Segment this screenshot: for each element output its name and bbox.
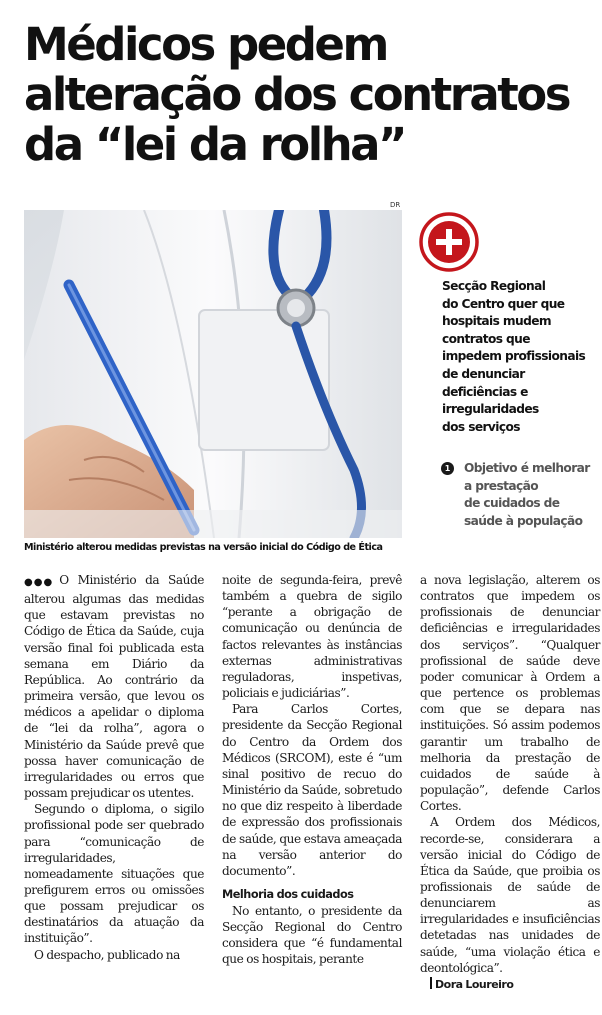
photo-caption: Ministério alterou medidas previstas na versão inicial do Código de Ética [24, 542, 383, 553]
point-number-badge: 1 [441, 462, 454, 475]
point-text [464, 460, 596, 530]
article-paragraph: O despacho, publicado na [34, 947, 180, 962]
sidebar-line: de denunciar [442, 366, 525, 381]
byline [420, 976, 600, 993]
point-line: saúde à população [464, 513, 583, 528]
doctor-photo-illustration [24, 210, 402, 538]
sidebar-line: dos serviços [442, 419, 520, 434]
sidebar-line: irregularidades [442, 402, 539, 417]
sidebar-summary [442, 278, 592, 436]
headline-line-1: Médicos pedem [24, 18, 387, 71]
byline-bar [430, 977, 432, 989]
article-subheading: Melhoria dos cuidados [222, 887, 354, 901]
sidebar-line: impedem profissionais [442, 349, 586, 364]
headline [24, 20, 584, 170]
byline-author: Dora Loureiro [435, 977, 514, 991]
article-paragraph: noite de segunda-feira, prevê também a quebra de sigilo “perante a obrigação de comunicação ou denúncia de factos relevantes às instâncias externas administrativas reguladoras, inspetivas, policiais e judiciárias”. [222, 573, 402, 701]
three-dots-icon: ●●● [24, 577, 54, 588]
point-line: Objetivo é melhorar [464, 461, 590, 475]
sidebar-line: do Centro quer que [442, 296, 565, 311]
sidebar-line: hospitais mudem [442, 314, 551, 329]
article-column-1 [24, 572, 204, 963]
sidebar-line: deficiências e [442, 384, 528, 399]
point-line: a prestação [464, 478, 538, 493]
article-paragraph: Para Carlos Cortes, presidente da Secção Regional do Centro da Ordem dos Médicos (SRCOM), este é “um sinal positivo de recuo do Ministério da Saúde, sobretudo no que diz respeito à liberdade de expressão dos profissionais de saúde, que estava ameaçada na versão anterior do documento”. [222, 702, 402, 878]
article-paragraph: A Ordem dos Médicos, recorde-se, considerara a versão inicial do Código de Ética da Saúde, que proibia os profissionais de saúde de denunciarem as irregularidades e insuficiências detetadas nas unidades de saúde, “uma violação ética e deontológica”. [420, 815, 600, 975]
sidebar-line: contratos que [442, 331, 530, 346]
article-paragraph: ●●● O Ministério da Saúde alterou algumas das medidas que estavam previstas no Código de Ética da Saúde, cuja versão final foi publicada esta semana em Diário da República. Ao contrário da primeira versão, que levou os médicos a apelidar o diploma de “lei da rolha”, agora o Ministério da Saúde prevê que possa haver comunicação de irregularidades ou erros que possam prejudicar os utentes. [24, 573, 204, 801]
sidebar-line: Secção Regional [442, 279, 546, 293]
photo-credit: DR [390, 201, 401, 209]
point-line: de cuidados de [464, 496, 560, 511]
article-paragraph: a nova legislação, alterem os contratos que impedem os profissionais de denunciar deficiências e irregularidades dos serviços”. “Qualquer profissional de saúde deve poder comunicar à Ordem a que pertence os problemas com que se depara nas instituições. Só assim podemos garantir um trabalho de melhoria da prestação de cuidados de saúde à população”, defende Carlos Cortes. [420, 573, 600, 814]
headline-line-2: alteração dos contratos [24, 68, 569, 121]
article-column-3 [420, 572, 600, 993]
article-column-2 [222, 572, 402, 968]
article-paragraph: No entanto, o presidente da Secção Regional do Centro considera que “é fundamental que os hospitais, perante [222, 903, 402, 967]
article-paragraph: Segundo o diploma, o sigilo profissional pode ser quebrado para “comunicação de irregularidades, nomeadamente situações que prefigurem erros ou omissões que possam prejudicar os destinatários da atuação da instituição”. [24, 802, 204, 946]
sidebar-point [441, 460, 596, 535]
article-photo [24, 210, 402, 538]
headline-line-3: da “lei da rolha” [24, 118, 406, 171]
plus-circle-icon [419, 212, 479, 272]
